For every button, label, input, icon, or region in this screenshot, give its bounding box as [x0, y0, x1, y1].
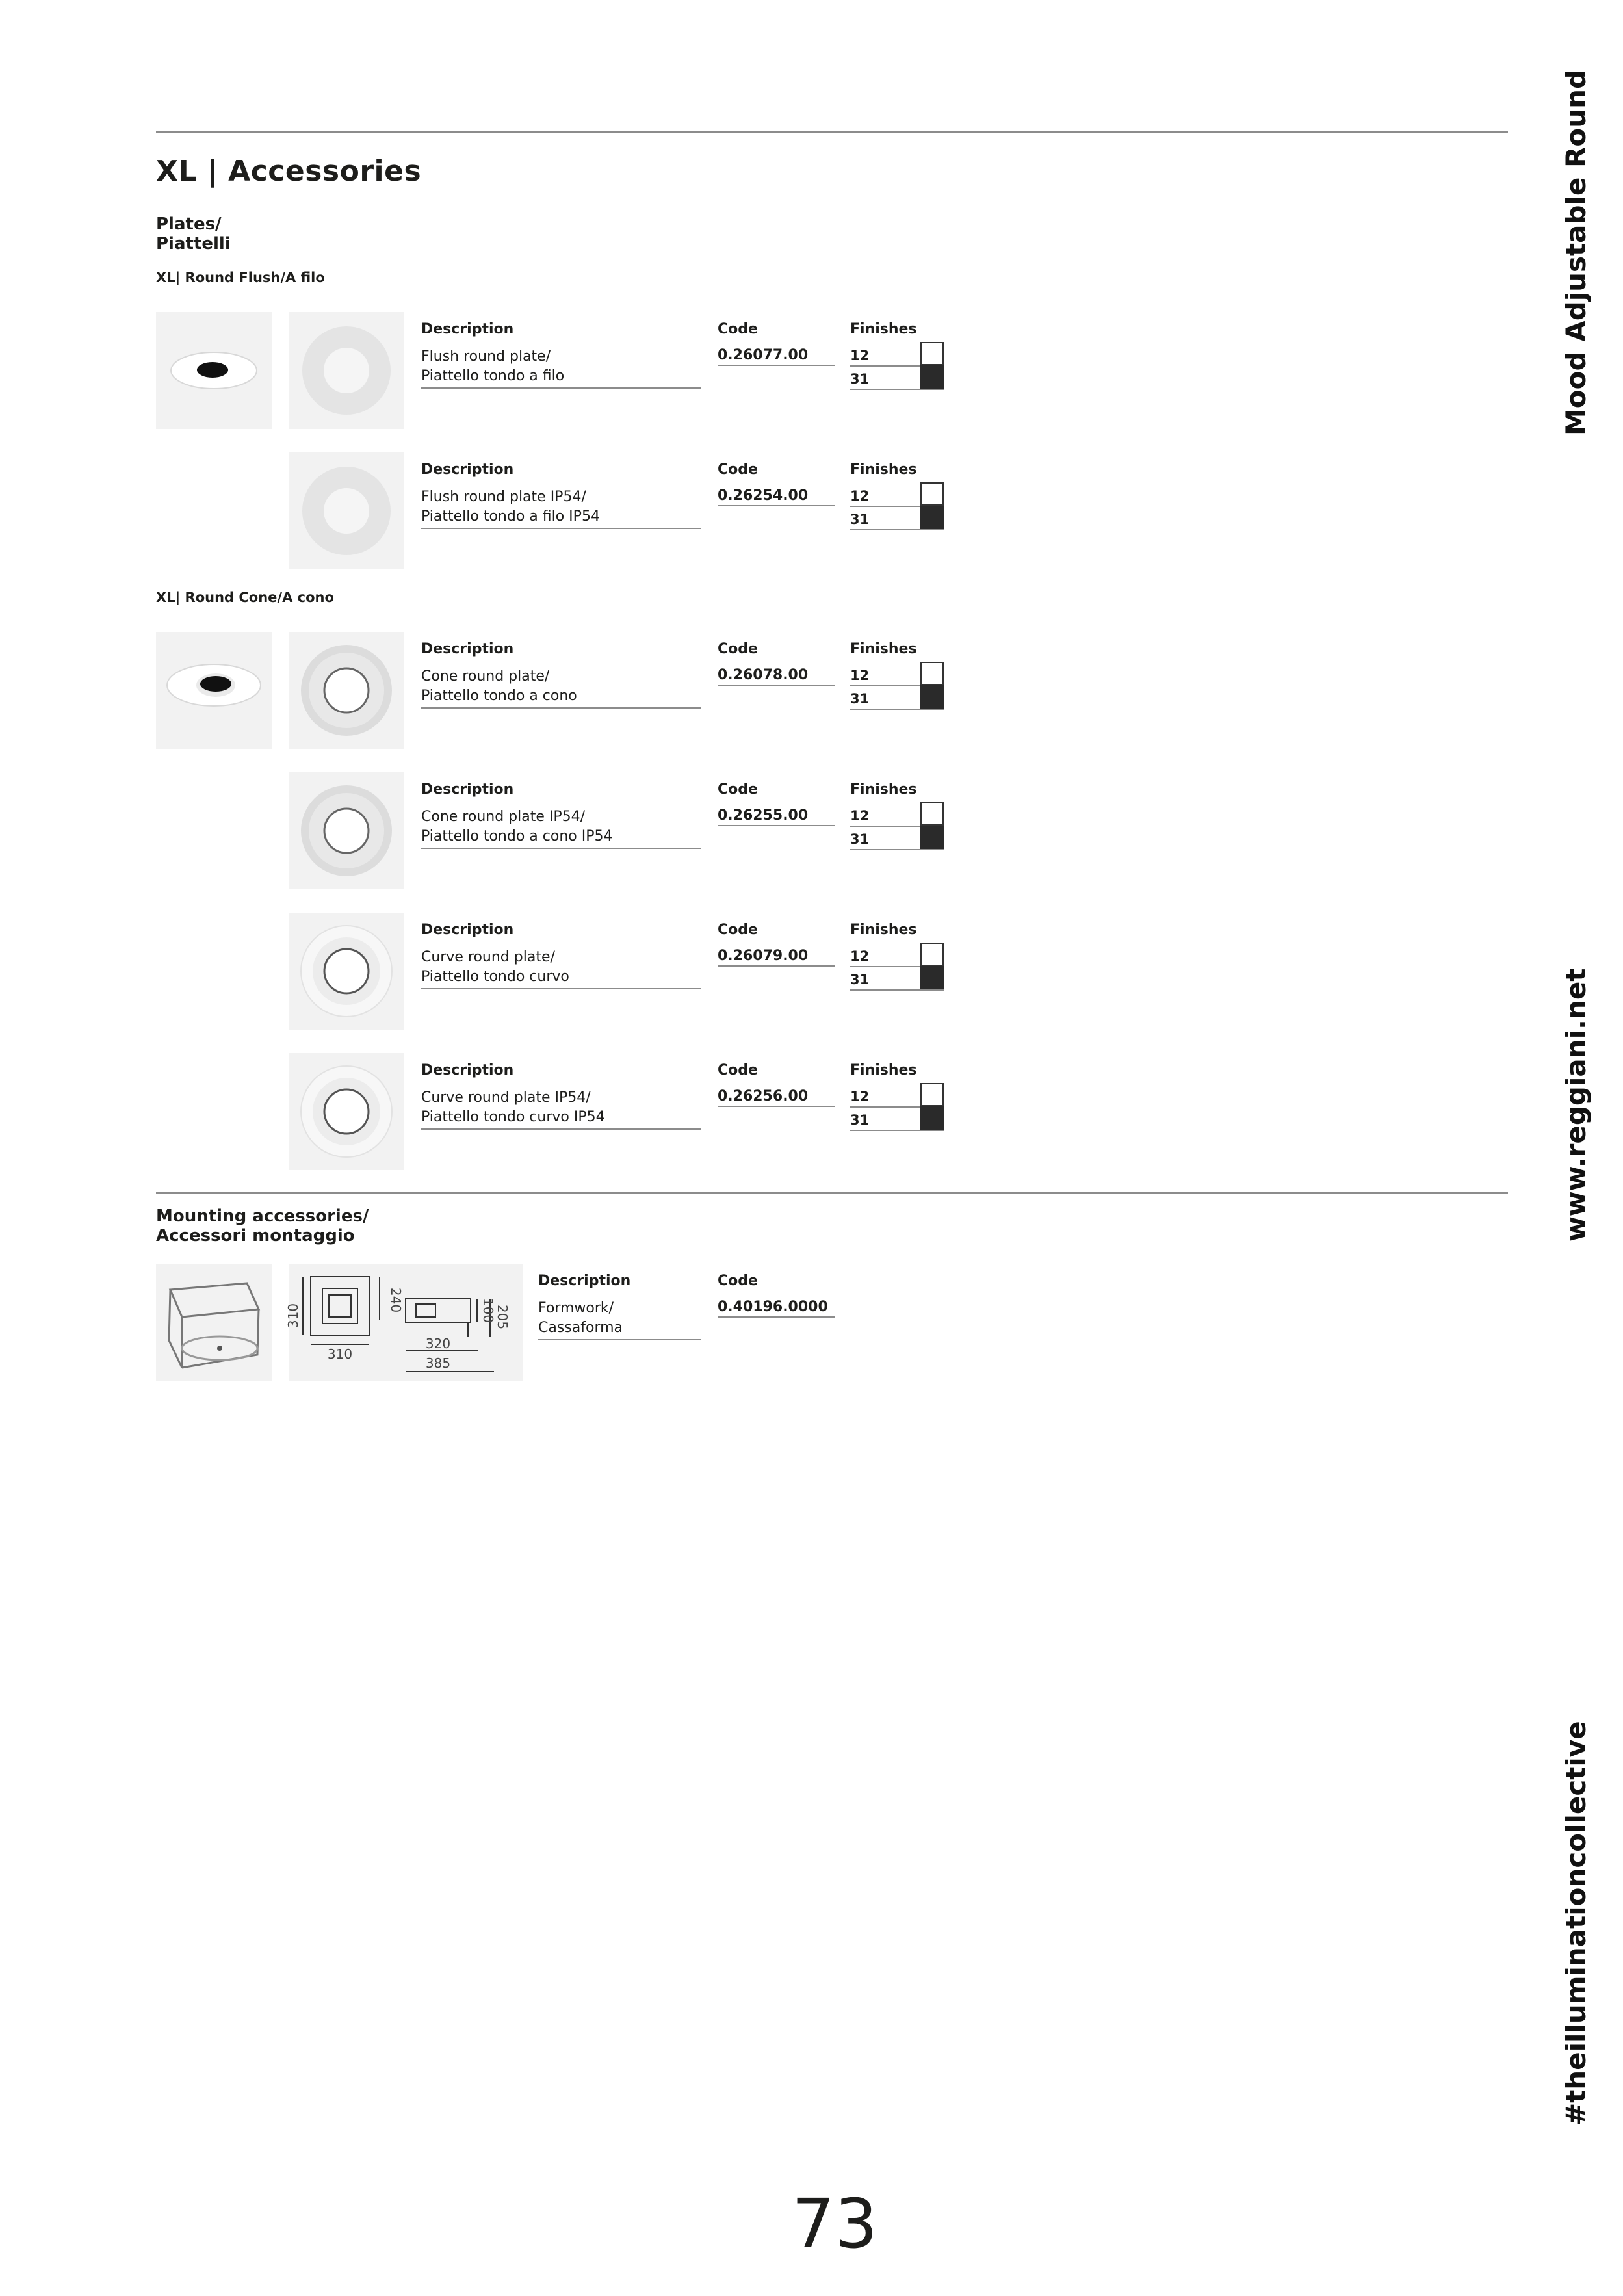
code-label: Code [718, 462, 758, 478]
finish-swatch-white [920, 802, 944, 826]
description-it: Piattello tondo curvo IP54 [421, 1109, 605, 1125]
finish-swatch-black [920, 685, 944, 709]
finish-code: 31 [850, 691, 870, 707]
formwork-drawing [285, 1264, 523, 1381]
flush-plate-photo [289, 312, 404, 429]
plates-heading-it: Piattelli [156, 234, 231, 254]
finish-12 [850, 1083, 944, 1108]
formwork-photo [156, 1264, 272, 1381]
finishes-label: Finishes [850, 641, 917, 657]
finish-31 [850, 685, 944, 710]
mounting-heading-en: Mounting accessories/ [156, 1207, 369, 1226]
dim-240: 240 [388, 1287, 404, 1313]
finish-12 [850, 482, 944, 507]
section-rule [156, 1192, 1508, 1194]
flush-heading: XL| Round Flush/A filo [156, 270, 325, 285]
cone-plate-photo [289, 632, 404, 749]
finish-code: 12 [850, 488, 870, 504]
formwork-top-view [303, 1277, 380, 1344]
formwork-code: 0.40196.0000 [718, 1299, 835, 1318]
dim-310-horizontal: 310 [327, 1346, 353, 1362]
code-label: Code [718, 321, 758, 337]
description-en: Flush round plate/ [421, 348, 551, 365]
finish-code: 12 [850, 808, 870, 824]
description-label: Description [421, 922, 514, 938]
formwork-description-en: Formwork/ [538, 1300, 614, 1316]
finish-swatch-white [920, 1083, 944, 1106]
finish-swatch-black [920, 1106, 944, 1130]
product-code: 0.26255.00 [718, 807, 835, 826]
product-code: 0.26077.00 [718, 347, 835, 366]
cone-heading: XL| Round Cone/A cono [156, 590, 334, 605]
product-description [421, 807, 701, 849]
side-hashtag: #theilluminationcollective [1560, 1721, 1592, 2126]
finish-code: 31 [850, 831, 870, 847]
finish-12 [850, 662, 944, 686]
mounting-heading [156, 1207, 369, 1246]
finishes-label: Finishes [850, 781, 917, 798]
code-label: Code [718, 641, 758, 657]
finish-swatch-white [920, 482, 944, 506]
dim-320: 320 [425, 1336, 451, 1351]
finish-code: 31 [850, 512, 870, 527]
description-it: Piattello tondo a cono IP54 [421, 828, 613, 844]
finish-swatch-white [920, 943, 944, 966]
code-label: Code [718, 1062, 758, 1078]
finish-swatch-black [920, 506, 944, 529]
finish-code: 31 [850, 972, 870, 987]
finish-code: 31 [850, 1112, 870, 1128]
description-it: Piattello tondo curvo [421, 969, 569, 985]
finish-code: 12 [850, 948, 870, 964]
side-title: Mood Adjustable Round [1560, 69, 1592, 436]
finish-swatch-white [920, 662, 944, 685]
description-label: Description [421, 781, 514, 798]
description-label: Description [538, 1273, 631, 1289]
plates-heading [156, 215, 231, 254]
description-label: Description [421, 321, 514, 337]
finish-31 [850, 506, 944, 530]
plates-heading-en: Plates/ [156, 215, 222, 234]
finish-swatch-white [920, 342, 944, 365]
finishes-label: Finishes [850, 1062, 917, 1078]
dim-205: 205 [495, 1304, 510, 1330]
page-number: 73 [792, 2184, 878, 2263]
page-title: XL | Accessories [156, 155, 422, 188]
finish-31 [850, 1106, 944, 1131]
code-label: Code [718, 1273, 758, 1289]
flush-ip54-plate-photo [289, 452, 404, 569]
code-label: Code [718, 781, 758, 798]
formwork-description-it: Cassaforma [538, 1320, 623, 1336]
description-label: Description [421, 641, 514, 657]
description-en: Curve round plate/ [421, 949, 555, 965]
description-it: Piattello tondo a filo [421, 368, 565, 384]
finish-12 [850, 943, 944, 967]
flush-spotlight-photo [156, 312, 272, 429]
description-label: Description [421, 462, 514, 478]
cone-spotlight-photo [156, 632, 272, 749]
product-description [421, 667, 701, 709]
finishes-label: Finishes [850, 321, 917, 337]
product-description [421, 488, 701, 529]
formwork-description [538, 1299, 701, 1340]
product-description [421, 347, 701, 389]
finish-31 [850, 826, 944, 850]
product-code: 0.26079.00 [718, 948, 835, 967]
finish-code: 31 [850, 371, 870, 387]
mounting-heading-it: Accessori montaggio [156, 1226, 355, 1246]
product-code: 0.26254.00 [718, 488, 835, 506]
description-en: Curve round plate IP54/ [421, 1089, 591, 1106]
finish-swatch-black [920, 365, 944, 389]
dim-100: 100 [480, 1298, 496, 1324]
finish-12 [850, 342, 944, 367]
product-description [421, 948, 701, 989]
product-description [421, 1088, 701, 1130]
finish-code: 12 [850, 348, 870, 363]
description-label: Description [421, 1062, 514, 1078]
curve-ip54-plate-photo [289, 1053, 404, 1170]
description-it: Piattello tondo a filo IP54 [421, 508, 600, 525]
cone-ip54-plate-photo [289, 772, 404, 889]
top-rule [156, 131, 1508, 133]
side-website: www.reggiani.net [1560, 968, 1592, 1242]
finish-31 [850, 365, 944, 390]
finish-code: 12 [850, 668, 870, 683]
description-en: Cone round plate/ [421, 668, 550, 685]
product-code: 0.26256.00 [718, 1088, 835, 1107]
finish-swatch-black [920, 966, 944, 989]
code-label: Code [718, 922, 758, 938]
finish-code: 12 [850, 1089, 870, 1104]
description-en: Cone round plate IP54/ [421, 809, 586, 825]
description-en: Flush round plate IP54/ [421, 489, 586, 505]
dim-385: 385 [425, 1355, 451, 1371]
description-it: Piattello tondo a cono [421, 688, 577, 704]
finish-swatch-black [920, 826, 944, 849]
finish-12 [850, 802, 944, 827]
formwork-drawing-svg [285, 1264, 523, 1381]
curve-plate-photo [289, 913, 404, 1030]
finish-31 [850, 966, 944, 991]
dim-310-vertical: 310 [285, 1303, 301, 1329]
finishes-label: Finishes [850, 922, 917, 938]
finishes-label: Finishes [850, 462, 917, 478]
product-code: 0.26078.00 [718, 667, 835, 686]
